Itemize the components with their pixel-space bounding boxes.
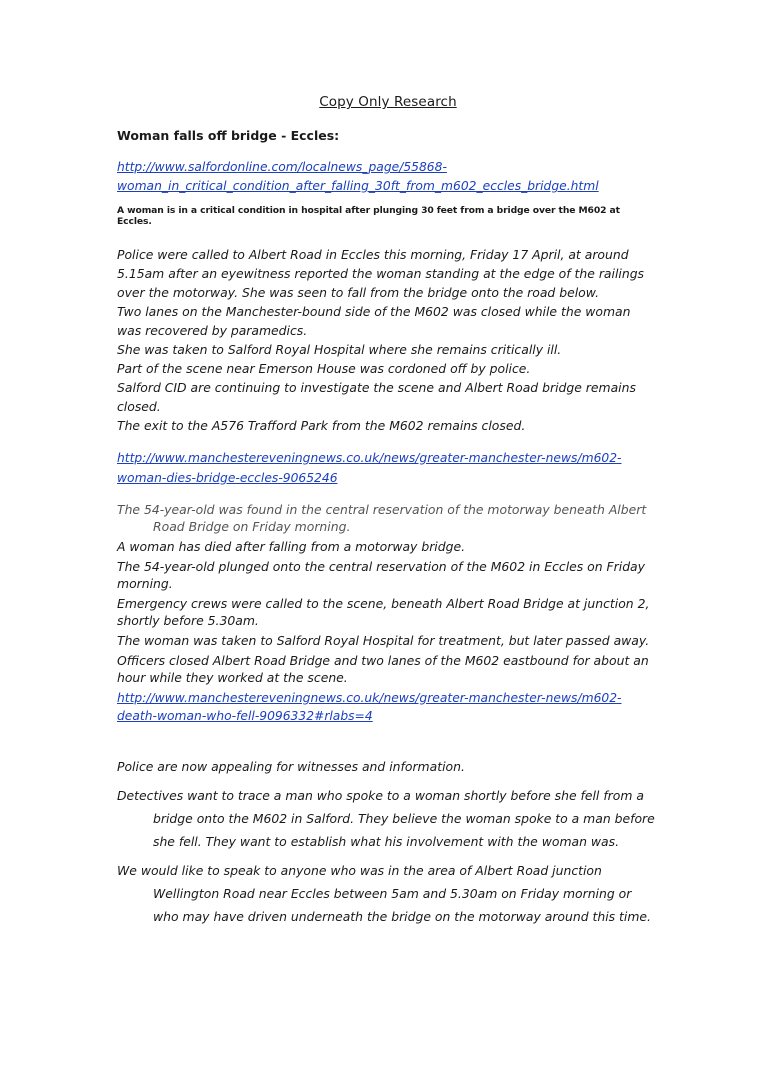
article-1-body [117,245,657,435]
article-2-paragraph: The woman was taken to Salford Royal Hospital for treatment, but later passed away. [117,633,650,648]
source-link-men-2[interactable] [117,689,657,725]
article-2-standfirst: The 54-year-old was found in the central reservation of the motorway beneath Albert Road Bridge on Friday morning. [117,502,647,534]
source-link-salfordonline[interactable] [117,157,657,195]
article-summary: A woman is in a critical condition in hospital after plunging 30 feet from a bridge over the M602 at Eccles. [117,205,620,227]
article-2-paragraph: The 54-year-old plunged onto the central reservation of the M602 in Eccles on Friday morning. [117,559,645,591]
article-1-paragraph: The exit to the A576 Trafford Park from the M602 remains closed. [117,418,526,433]
article-2-body [117,501,657,686]
article-2-paragraph: Emergency crews were called to the scene, beneath Albert Road Bridge at junction 2, shortly before 5.30am. [117,596,650,628]
article-2-paragraph: Officers closed Albert Road Bridge and two lanes of the M602 eastbound for about an hour while they worked at the scene. [117,653,649,685]
document-content [117,94,657,934]
article-3-paragraph: Police are now appealing for witnesses and information. [117,759,465,774]
article-3-paragraph: Detectives want to trace a man who spoke to a woman shortly before she fell from a bridge onto the M602 in Salford. They believe the woman spoke to a man before she fell. They want to establish what his involvement with the woman was. [117,788,655,849]
link-line-1[interactable]: http://www.manchestereveningnews.co.uk/news/greater-manchester-news/m602- [117,691,622,705]
section-heading: Woman falls off bridge - Eccles: [117,128,340,143]
article-2-paragraph: A woman has died after falling from a motorway bridge. [117,539,466,554]
article-1-paragraph: Two lanes on the Manchester-bound side of the M602 was closed while the woman was recovered by paramedics. [117,304,631,338]
article-1-paragraph: She was taken to Salford Royal Hospital where she remains critically ill. [117,342,562,357]
article-1-paragraph: Part of the scene near Emerson House was cordoned off by police. [117,361,531,376]
link-line-2[interactable]: death-woman-who-fell-9096332#rlabs=4 [117,709,373,723]
article-3-paragraph: We would like to speak to anyone who was in the area of Albert Road junction Wellington Road near Eccles between 5am and 5.30am on Friday morning or who may have driven underneath the bridge on the motorway around this time. [117,863,651,924]
source-link-men-1[interactable] [117,447,657,487]
article-3-body [117,755,657,928]
page-title: Copy Only Research [319,94,457,110]
link-line-2[interactable]: woman-dies-bridge-eccles-9065246 [117,471,338,485]
link-line-2[interactable]: woman_in_critical_condition_after_falling_30ft_from_m602_eccles_bridge.html [117,179,599,193]
link-line-1[interactable]: http://www.salfordonline.com/localnews_page/55868- [117,160,447,174]
article-1-paragraph: Police were called to Albert Road in Eccles this morning, Friday 17 April, at around 5.15am after an eyewitness reported the woman standing at the edge of the railings over the motorway. She was seen to fall from the bridge onto the road below. [117,247,645,300]
article-1-paragraph: Salford CID are continuing to investigate the scene and Albert Road bridge remains closed. [117,380,636,414]
link-line-1[interactable]: http://www.manchestereveningnews.co.uk/news/greater-manchester-news/m602- [117,451,622,465]
